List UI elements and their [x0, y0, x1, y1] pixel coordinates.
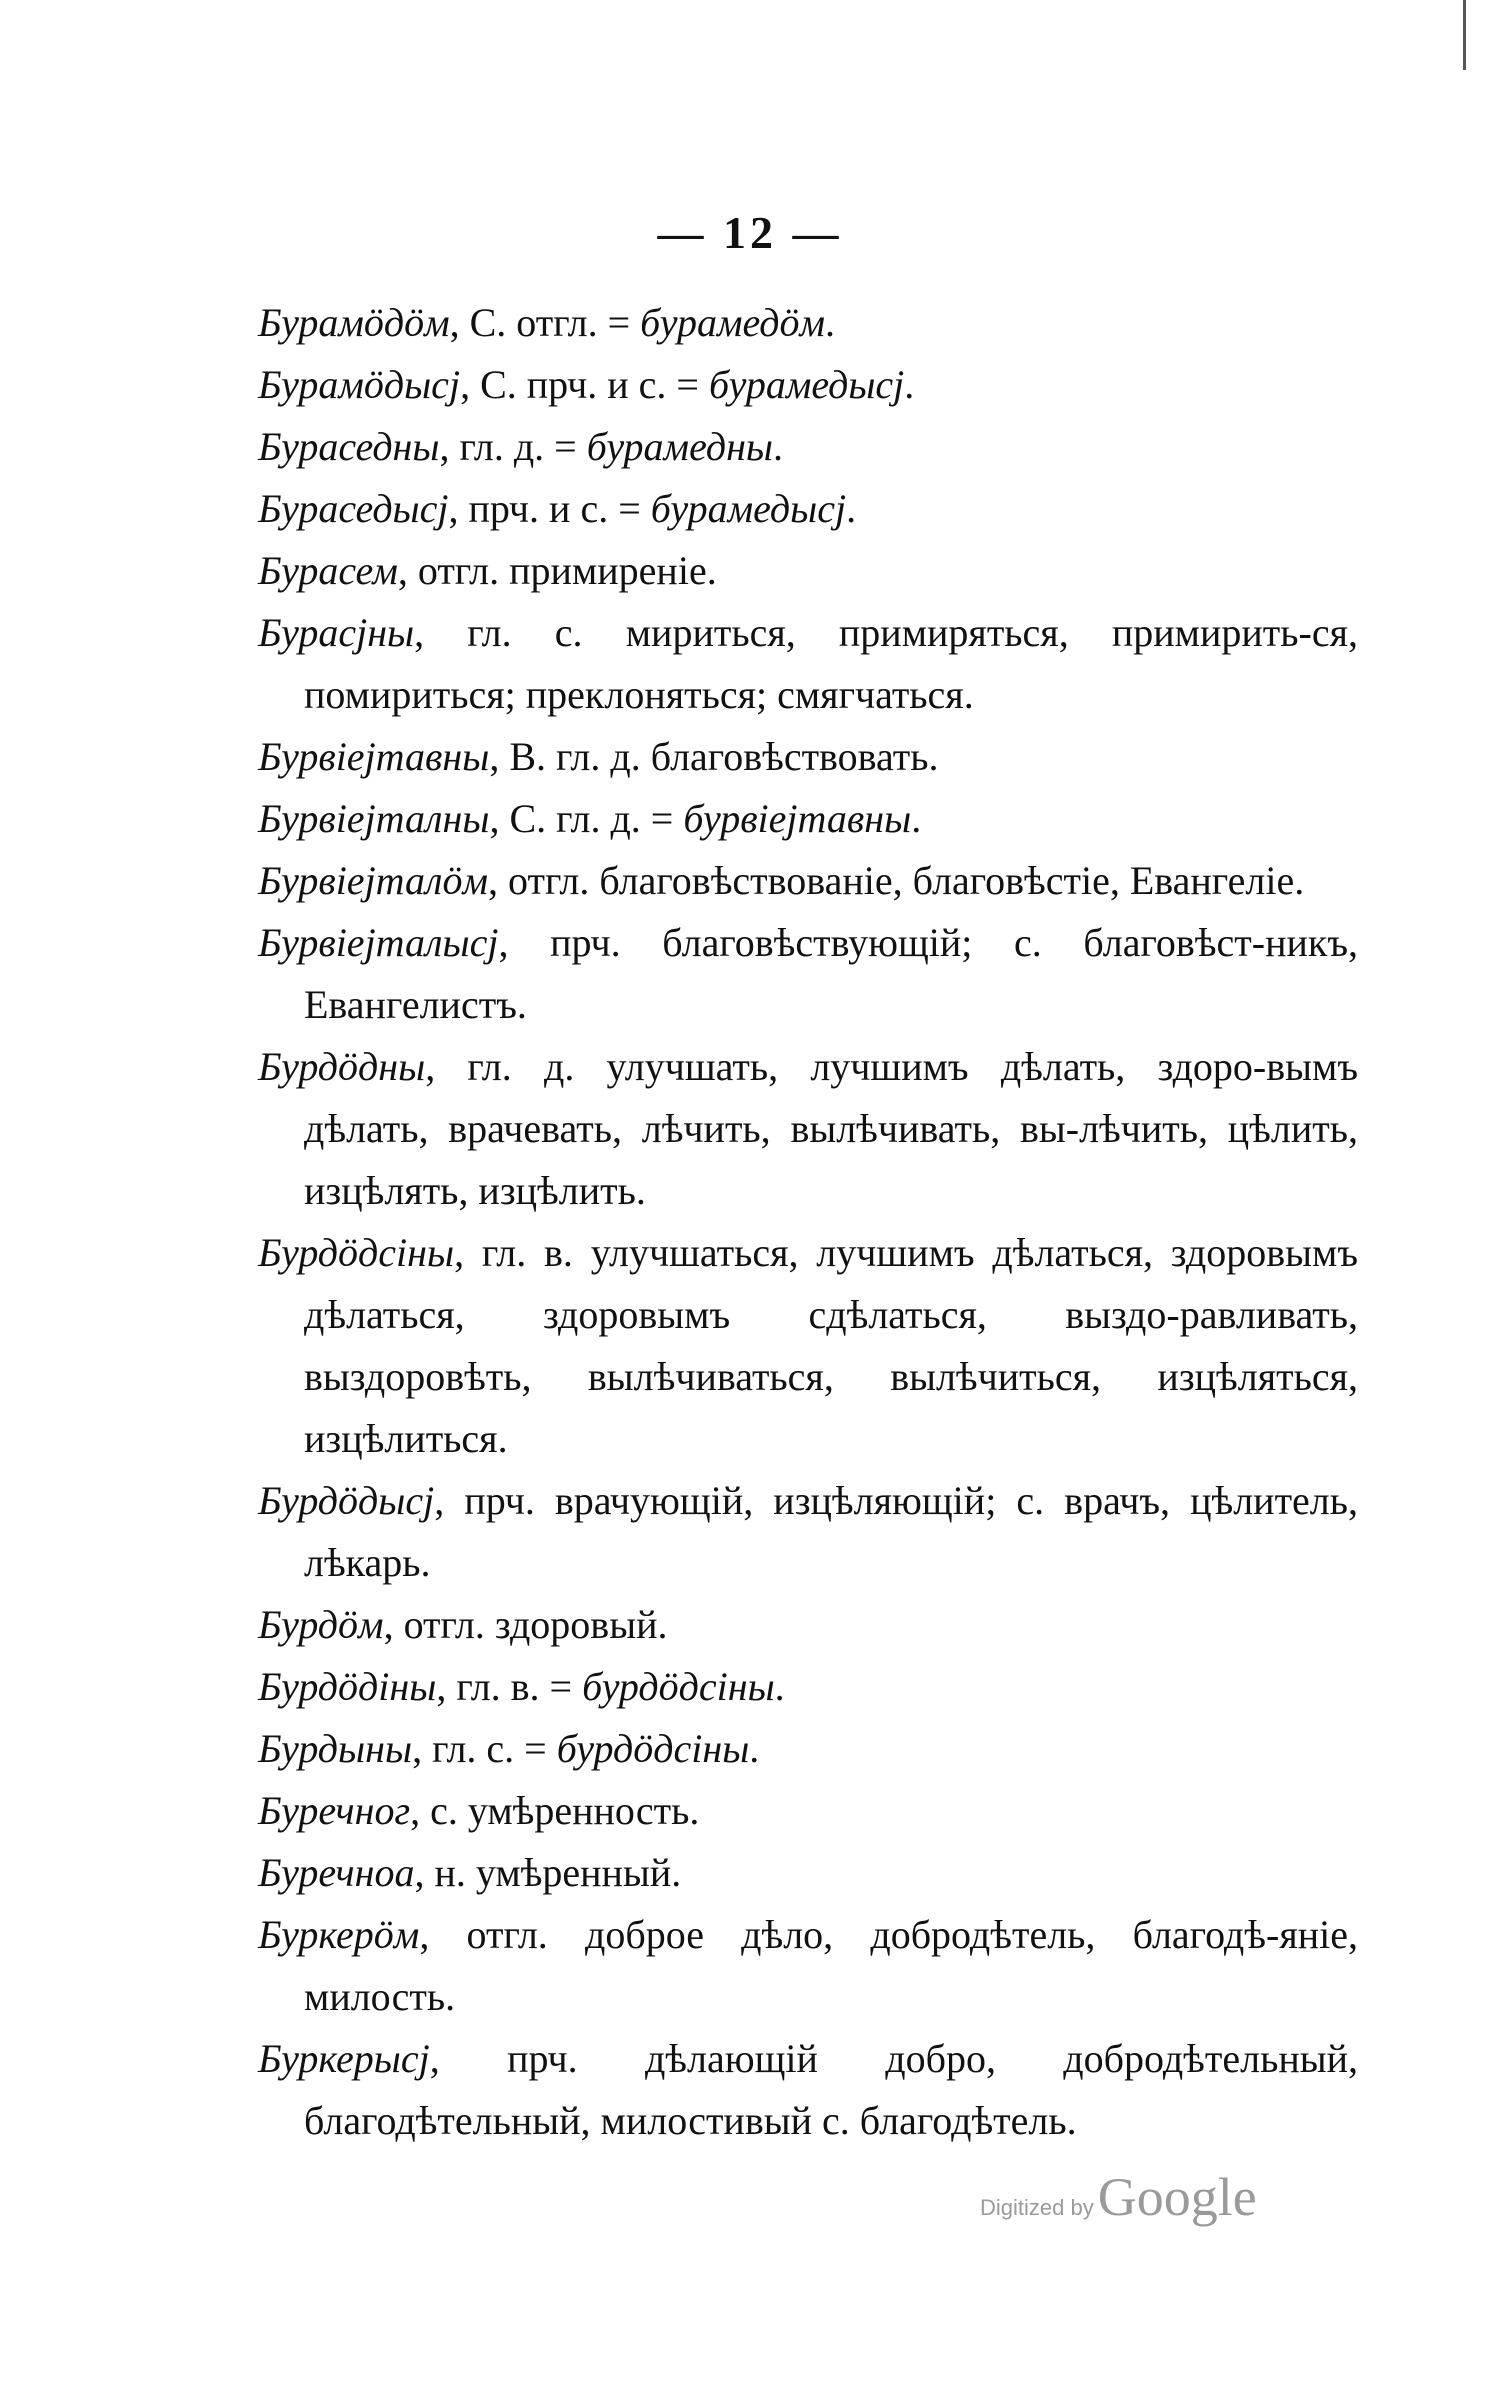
entry-definition: примиренiе.: [509, 548, 717, 593]
entry-definition: улучшать, лучшимъ дѣлать, здоро-вымъ дѣлать, врачевать, лѣчить, вылѣчивать, вы-лѣчить, цѣлить, изцѣлять, изцѣлить.: [304, 1044, 1359, 1213]
entry-headword: Буркерысj: [258, 2036, 430, 2081]
dictionary-entry: [258, 850, 1358, 912]
dictionary-entry: [258, 1718, 1358, 1780]
entry-definition: .: [774, 1664, 785, 1709]
entry-grammar: , отгл.: [419, 1912, 585, 1957]
entry-definition: улучшаться, лучшимъ дѣлаться, здоровымъ дѣлаться, здоровымъ сдѣлаться, выздо-равливать, выздоровѣть, вылѣчиваться, вылѣчиться, изцѣляться, изцѣлиться.: [304, 1230, 1358, 1461]
entry-definition: .: [846, 486, 857, 531]
entry-reference: бурамедысj: [709, 362, 905, 407]
entry-headword: Бурдöдысj: [258, 1478, 435, 1523]
entry-definition: .: [904, 362, 915, 407]
dictionary-entry: [258, 1656, 1358, 1718]
entry-grammar: , гл. д. =: [439, 424, 587, 469]
entry-headword: Бурвiеjтавны: [258, 734, 490, 779]
entry-headword: Бурдыны: [258, 1726, 413, 1771]
entry-headword: Бурамöдöм: [258, 300, 450, 345]
entry-definition: дѣлающiй добро, добродѣтельный, благодѣтельный, милостивый с. благодѣтель.: [304, 2036, 1359, 2143]
entry-definition: .: [825, 300, 836, 345]
dictionary-entry: [258, 912, 1358, 1036]
entry-headword: Бурдöдсiны: [258, 1230, 455, 1275]
dictionary-entries: [258, 292, 1358, 2152]
entry-definition: здоровый.: [494, 1602, 668, 1647]
entry-grammar: , прч.: [429, 2036, 645, 2081]
entry-headword: Бураседны: [258, 424, 440, 469]
entry-grammar: , гл. в. =: [436, 1664, 583, 1709]
entry-grammar: , гл. в.: [454, 1230, 591, 1275]
entry-headword: Бурдöдiны: [258, 1664, 437, 1709]
dictionary-entry: [258, 1036, 1358, 1222]
entry-definition: доброе дѣло, добродѣтель, благодѣ-янiе, милость.: [304, 1912, 1358, 2019]
entry-grammar: , с.: [410, 1788, 468, 1833]
entry-reference: бурдöдсiны: [582, 1664, 775, 1709]
entry-headword: Буречноа: [258, 1850, 415, 1895]
entry-grammar: , С. отгл. =: [449, 300, 641, 345]
entry-grammar: , прч.: [434, 1478, 555, 1523]
entry-definition: .: [749, 1726, 760, 1771]
entry-headword: Бурамöдысj: [258, 362, 461, 407]
entry-reference: бурвiеjтавны: [683, 796, 912, 841]
dictionary-entry: [258, 416, 1358, 478]
entry-grammar: , н.: [414, 1850, 476, 1895]
entry-definition: благовѣствующiй; с. благовѣст-никъ, Евангелистъ.: [304, 920, 1358, 1027]
dictionary-entry: [258, 1904, 1358, 2028]
entry-headword: Бурасем: [258, 548, 398, 593]
dictionary-entry: [258, 1594, 1358, 1656]
dictionary-entry: [258, 540, 1358, 602]
entry-headword: Бурдöм: [258, 1602, 384, 1647]
entry-grammar: , отгл.: [397, 548, 510, 593]
entry-headword: Бураседысj: [258, 486, 449, 531]
entry-definition: врачующiй, изцѣляющiй; с. врачъ, цѣлитель, лѣкарь.: [304, 1478, 1359, 1585]
entry-definition: .: [773, 424, 784, 469]
entry-grammar: , В. гл. д.: [489, 734, 651, 779]
dictionary-entry: [258, 1842, 1358, 1904]
entry-headword: Буркерöм: [258, 1912, 420, 1957]
entry-reference: бурамедöм: [640, 300, 826, 345]
entry-definition: умѣренность.: [467, 1788, 700, 1833]
entry-definition: .: [911, 796, 922, 841]
dictionary-entry: [258, 726, 1358, 788]
page-number: — 12 —: [657, 207, 843, 258]
entry-grammar: , гл. д.: [425, 1044, 607, 1089]
entry-reference: бурдöдсiны: [556, 1726, 750, 1771]
entry-grammar: , прч.: [498, 920, 663, 965]
entry-headword: Бурасjны: [258, 610, 415, 655]
entry-headword: Буречног: [258, 1788, 411, 1833]
entry-definition: благовѣствовать.: [650, 734, 939, 779]
page-edge-marks: [1459, 0, 1466, 70]
entry-grammar: , С. прч. и с. =: [460, 362, 709, 407]
watermark-small-text: Digitized by: [980, 2195, 1094, 2220]
dictionary-entry: [258, 788, 1358, 850]
dictionary-entry: [258, 2028, 1358, 2152]
entry-headword: Бурдöдны: [258, 1044, 426, 1089]
dictionary-entry: [258, 602, 1358, 726]
dictionary-entry: [258, 1222, 1358, 1470]
dictionary-entry: [258, 1780, 1358, 1842]
entry-definition: благовѣствованiе, благовѣстiе, Евангелiе.: [599, 858, 1305, 903]
entry-headword: Бурвiеjталысj: [258, 920, 499, 965]
entry-grammar: , отгл.: [488, 858, 600, 903]
entry-grammar: , отгл.: [383, 1602, 495, 1647]
entry-reference: бурамедны: [586, 424, 774, 469]
entry-definition: умѣренный.: [475, 1850, 682, 1895]
dictionary-entry: [258, 292, 1358, 354]
entry-reference: бурамедысj: [650, 486, 847, 531]
watermark-logo-text: Google: [1097, 2167, 1257, 2227]
entry-grammar: , прч. и с. =: [448, 486, 651, 531]
dictionary-entry: [258, 354, 1358, 416]
entry-grammar: , гл. с.: [414, 610, 626, 655]
entry-grammar: , С. гл. д. =: [489, 796, 684, 841]
digitized-by-google-watermark: [980, 2166, 1257, 2228]
dictionary-entry: [258, 478, 1358, 540]
dictionary-entry: [258, 1470, 1358, 1594]
entry-headword: Бурвiеjталны: [258, 796, 490, 841]
entry-grammar: , гл. с. =: [412, 1726, 557, 1771]
entry-definition: мириться, примиряться, примирить-ся, помириться; преклоняться; смягчаться.: [304, 610, 1359, 717]
entry-headword: Бурвiеjталöм: [258, 858, 489, 903]
